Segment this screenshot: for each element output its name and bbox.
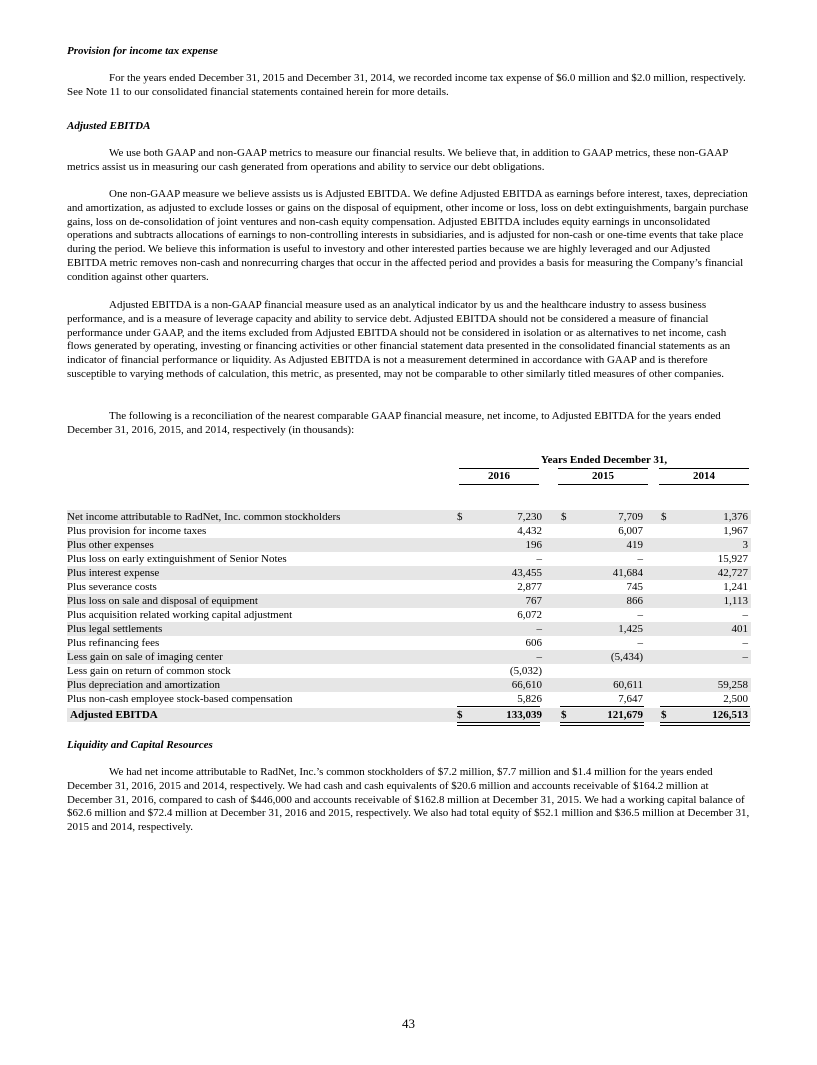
value-2016: – <box>536 623 542 635</box>
value-2014: 1,967 <box>723 525 748 537</box>
row-label: Plus provision for income taxes <box>67 525 207 537</box>
value-2016: 6,072 <box>517 609 542 621</box>
total-value-2015: 121,679 <box>607 709 643 721</box>
value-2015: 1,425 <box>618 623 643 635</box>
value-2014: – <box>742 609 748 621</box>
row-label: Less gain on sale of imaging center <box>67 651 223 663</box>
table-row <box>67 552 751 566</box>
tax-paragraph: For the years ended December 31, 2015 and December 31, 2014, we recorded income tax expense of $6.0 million and $2.0 million, respectively. See Note 11 to our consolidated financial statements contained herein for more details. <box>67 72 746 98</box>
value-2016: (5,032) <box>509 665 542 677</box>
ebitda-paragraph-3: Adjusted EBITDA is a non-GAAP financial measure used as an analytical indicator by us and the healthcare industry to assess business performance, and is a measure of leverage capacity and ability to service debt. Adjusted EBITDA should not be considered a measure of financial performance under GAAP, and the items excluded from Adjusted EBITDA should not be considered in isolation or as alternatives to net income, cash flows generated by operating, investing or financing activities or other financial statement data presented in the consolidated financial statements as an indicator of financial performance or liquidity. As Adjusted EBITDA is not a measurement determined in accordance with GAAP and is therefore susceptible to varying methods of calculation, this metric, as presented, may not be comparable to other similarly titled measures of other companies. <box>67 299 731 380</box>
value-2015: 41,684 <box>612 567 643 579</box>
value-2016: – <box>536 553 542 565</box>
value-2014: – <box>742 651 748 663</box>
table-row <box>67 678 751 692</box>
table-row <box>67 538 751 552</box>
value-2015: 60,611 <box>613 679 643 691</box>
ebitda-paragraph-4: The following is a reconciliation of the nearest comparable GAAP financial measure, net income, to Adjusted EBITDA for the years ended December 31, 2016, 2015, and 2014, respectively (in thousands): <box>67 410 721 436</box>
table-row <box>67 510 751 524</box>
value-2015: – <box>637 637 643 649</box>
value-2015: 7,647 <box>618 693 643 705</box>
value-2014: 401 <box>731 623 748 635</box>
row-label: Plus other expenses <box>67 539 154 551</box>
value-2016: 66,610 <box>511 679 542 691</box>
year-header-2016: 2016 <box>459 468 539 485</box>
table-row <box>67 636 751 650</box>
section-heading-liquidity: Liquidity and Capital Resources <box>67 739 213 751</box>
table-row <box>67 664 751 678</box>
year-header-2015: 2015 <box>558 468 648 485</box>
value-2016: 196 <box>525 539 542 551</box>
value-2016: – <box>536 651 542 663</box>
total-value-2014: 126,513 <box>712 709 748 721</box>
value-2014: 15,927 <box>717 553 748 565</box>
value-2015: (5,434) <box>610 651 643 663</box>
total-currency-2016: $ <box>457 709 463 721</box>
row-label: Plus non-cash employee stock-based compensation <box>67 693 293 705</box>
table-row <box>67 622 751 636</box>
row-label: Plus refinancing fees <box>67 637 160 649</box>
row-label: Less gain on return of common stock <box>67 665 231 677</box>
value-2014: 3 <box>742 539 748 551</box>
value-2014: 1,241 <box>723 581 748 593</box>
value-2014: 1,113 <box>723 595 748 607</box>
value-2016: 606 <box>525 637 542 649</box>
total-rule-2016 <box>457 706 540 707</box>
total-double-rule-2014 <box>660 722 750 726</box>
row-label: Plus acquisition related working capital adjustment <box>67 609 293 621</box>
total-double-rule-2015 <box>560 722 644 726</box>
value-2014: 2,500 <box>723 693 748 705</box>
value-2014: 42,727 <box>717 567 748 579</box>
table-row <box>67 692 751 706</box>
section-heading-tax: Provision for income tax expense <box>67 45 218 57</box>
total-rule-2015 <box>560 706 644 707</box>
table-row <box>67 566 751 580</box>
ebitda-paragraph-2: One non-GAAP measure we believe assists us is Adjusted EBITDA. We define Adjusted EBITDA as earnings before interest, taxes, depreciation and amortization, as adjusted to exclude losses or gains on the disposal of equipment, other income or loss, loss on debt extinguishments, bargain purchase gains, loss on de-consolidation of joint ventures and non-cash equity compensation. Adjusted EBITDA includes equity earnings in unconsolidated operations and subtracts allocations of earnings to non-controlling interests in subsidiaries, and is adjusted for non-cash or one-time events that take place during the period. We believe this information is useful to investory and other interested parties because we are highly leveraged and our Adjusted EBITDA metric removes non-cash and nonrecurring charges that occur in the affected period and provides a basis for measuring the Company’s financial condition against other quarters. <box>67 188 749 283</box>
value-2016: 43,455 <box>511 567 542 579</box>
value-2016: 5,826 <box>517 693 542 705</box>
page-number: 43 <box>402 1016 415 1031</box>
value-2016: 767 <box>525 595 542 607</box>
value-2015: 745 <box>626 581 643 593</box>
row-label: Plus interest expense <box>67 567 160 579</box>
total-label: Adjusted EBITDA <box>70 709 158 721</box>
total-currency-2015: $ <box>561 709 567 721</box>
value-2016: 7,230 <box>517 511 542 523</box>
total-double-rule-2016 <box>457 722 540 726</box>
value-2014: 1,376 <box>723 511 748 523</box>
table-row <box>67 524 751 538</box>
table-group-header: Years Ended December 31, <box>540 454 668 466</box>
currency-2015: $ <box>561 511 567 523</box>
currency-2016: $ <box>457 511 463 523</box>
total-value-2016: 133,039 <box>506 709 542 721</box>
row-label: Plus severance costs <box>67 581 157 593</box>
row-label: Plus legal settlements <box>67 623 163 635</box>
total-rule-2014 <box>660 706 750 707</box>
row-label: Plus loss on early extinguishment of Senior Notes <box>67 553 287 565</box>
value-2015: 7,709 <box>618 511 643 523</box>
total-currency-2014: $ <box>661 709 667 721</box>
table-row <box>67 608 751 622</box>
value-2015: 6,007 <box>618 525 643 537</box>
table-row <box>67 650 751 664</box>
value-2014: 59,258 <box>717 679 748 691</box>
row-label: Net income attributable to RadNet, Inc. common stockholders <box>67 511 341 523</box>
table-row <box>67 580 751 594</box>
liquidity-paragraph: We had net income attributable to RadNet, Inc.’s common stockholders of $7.2 million, $7.7 million and $1.4 million for the years ended December 31, 2016, 2015 and 2014, respectively. We had cash and cash equivalents of $20.6 million and accounts receivable of $164.2 million at December 31, 2016, compared to cash of $446,000 and accounts receivable of $162.8 million at December 31, 2015. We had a working capital balance of $62.6 million and $72.4 million at December 31, 2016 and 2015, respectively. We also had total equity of $52.1 million and $36.5 million at December 31, 2015 and 2014, respectively. <box>67 766 750 834</box>
section-heading-adjusted-ebitda: Adjusted EBITDA <box>67 120 151 132</box>
value-2014: – <box>742 637 748 649</box>
value-2015: – <box>637 553 643 565</box>
ebitda-paragraph-1: We use both GAAP and non-GAAP metrics to measure our financial results. We believe that, in addition to GAAP metrics, these non-GAAP metrics assist us in measuring our cash generated from operations and ability to service our debt obligations. <box>67 147 728 173</box>
value-2016: 4,432 <box>517 525 542 537</box>
value-2016: 2,877 <box>517 581 542 593</box>
value-2015: 866 <box>626 595 643 607</box>
row-label: Plus depreciation and amortization <box>67 679 221 691</box>
table-row <box>67 594 751 608</box>
year-header-2014: 2014 <box>659 468 749 485</box>
value-2015: – <box>637 609 643 621</box>
currency-2014: $ <box>661 511 667 523</box>
value-2015: 419 <box>626 539 643 551</box>
row-label: Plus loss on sale and disposal of equipment <box>67 595 258 607</box>
table-total-row <box>67 708 751 722</box>
